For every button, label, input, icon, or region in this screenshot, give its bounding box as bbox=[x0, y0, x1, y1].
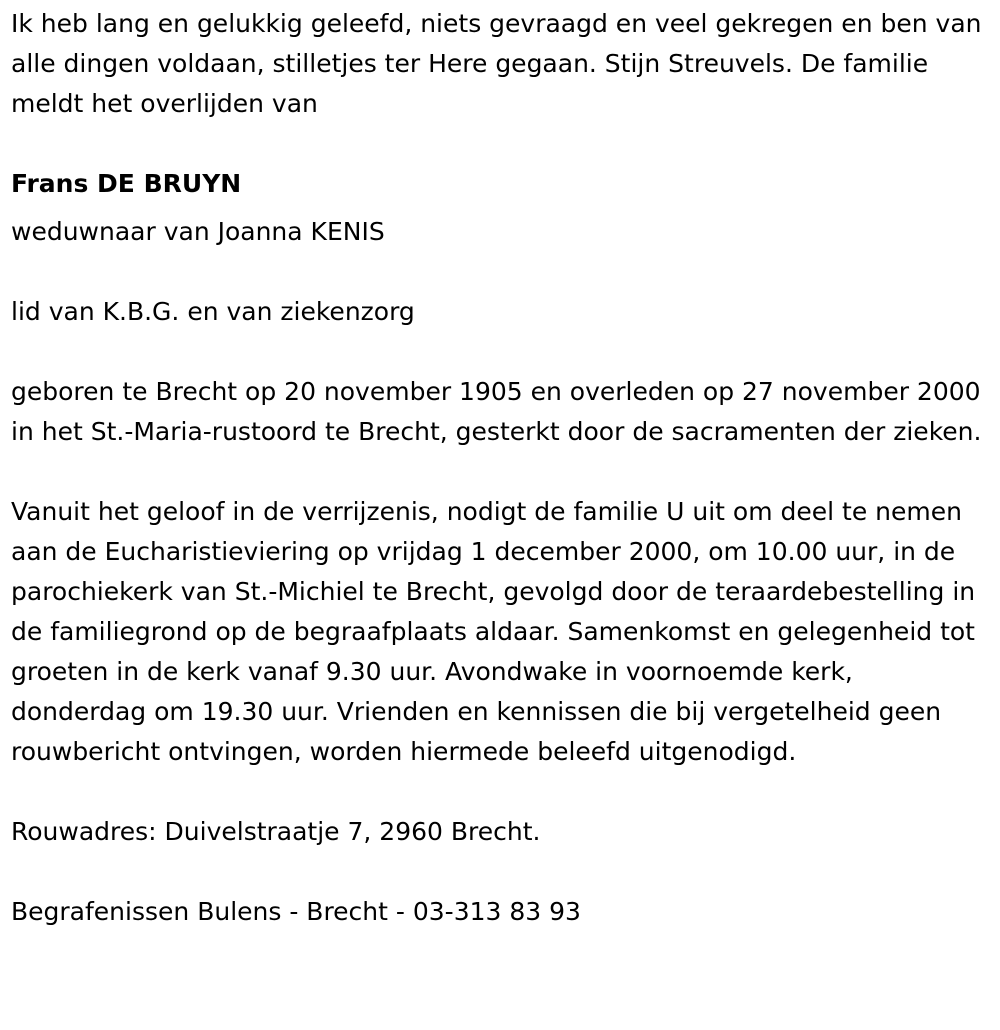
spacer bbox=[11, 452, 991, 492]
funeral-home: Begrafenissen Bulens - Brecht - 03-313 83 93 bbox=[11, 897, 581, 926]
deceased-name: Frans DE BRUYN bbox=[11, 169, 242, 198]
spacer bbox=[11, 332, 991, 372]
intro-quote: Ik heb lang en gelukkig geleefd, niets gevraagd en veel gekregen en ben van alle dingen voldaan, stilletjes ter Here gegaan. Stijn Streuvels. De familie meldt het overlijden van bbox=[11, 9, 982, 118]
mourning-address: Rouwadres: Duivelstraatje 7, 2960 Brecht. bbox=[11, 817, 541, 846]
spacer bbox=[11, 124, 991, 164]
spacer bbox=[11, 772, 991, 812]
spacer bbox=[11, 204, 991, 212]
birth-death-paragraph: geboren te Brecht op 20 november 1905 en overleden op 27 november 2000 in het St.-Maria-rustoord te Brecht, gesterkt door de sacramenten der zieken. bbox=[11, 377, 982, 446]
obituary-notice bbox=[11, 4, 991, 932]
service-details-paragraph: Vanuit het geloof in de verrijzenis, nodigt de familie U uit om deel te nemen aan de Eucharistieviering op vrijdag 1 december 2000, om 10.00 uur, in de parochiekerk van St.-Michiel te Brecht, gevolgd door de teraardebestelling in de familiegrond op de begraafplaats aldaar. Samenkomst en gelegenheid tot groeten in de kerk vanaf 9.30 uur. Avondwake in voornoemde kerk, donderdag om 19.30 uur. Vrienden en kennissen die bij vergetelheid geen rouwbericht ontvingen, worden hiermede beleefd uitgenodigd. bbox=[11, 497, 976, 766]
spacer bbox=[11, 852, 991, 892]
spouse-line: weduwnaar van Joanna KENIS bbox=[11, 217, 385, 246]
spacer bbox=[11, 252, 991, 292]
membership-line: lid van K.B.G. en van ziekenzorg bbox=[11, 297, 415, 326]
